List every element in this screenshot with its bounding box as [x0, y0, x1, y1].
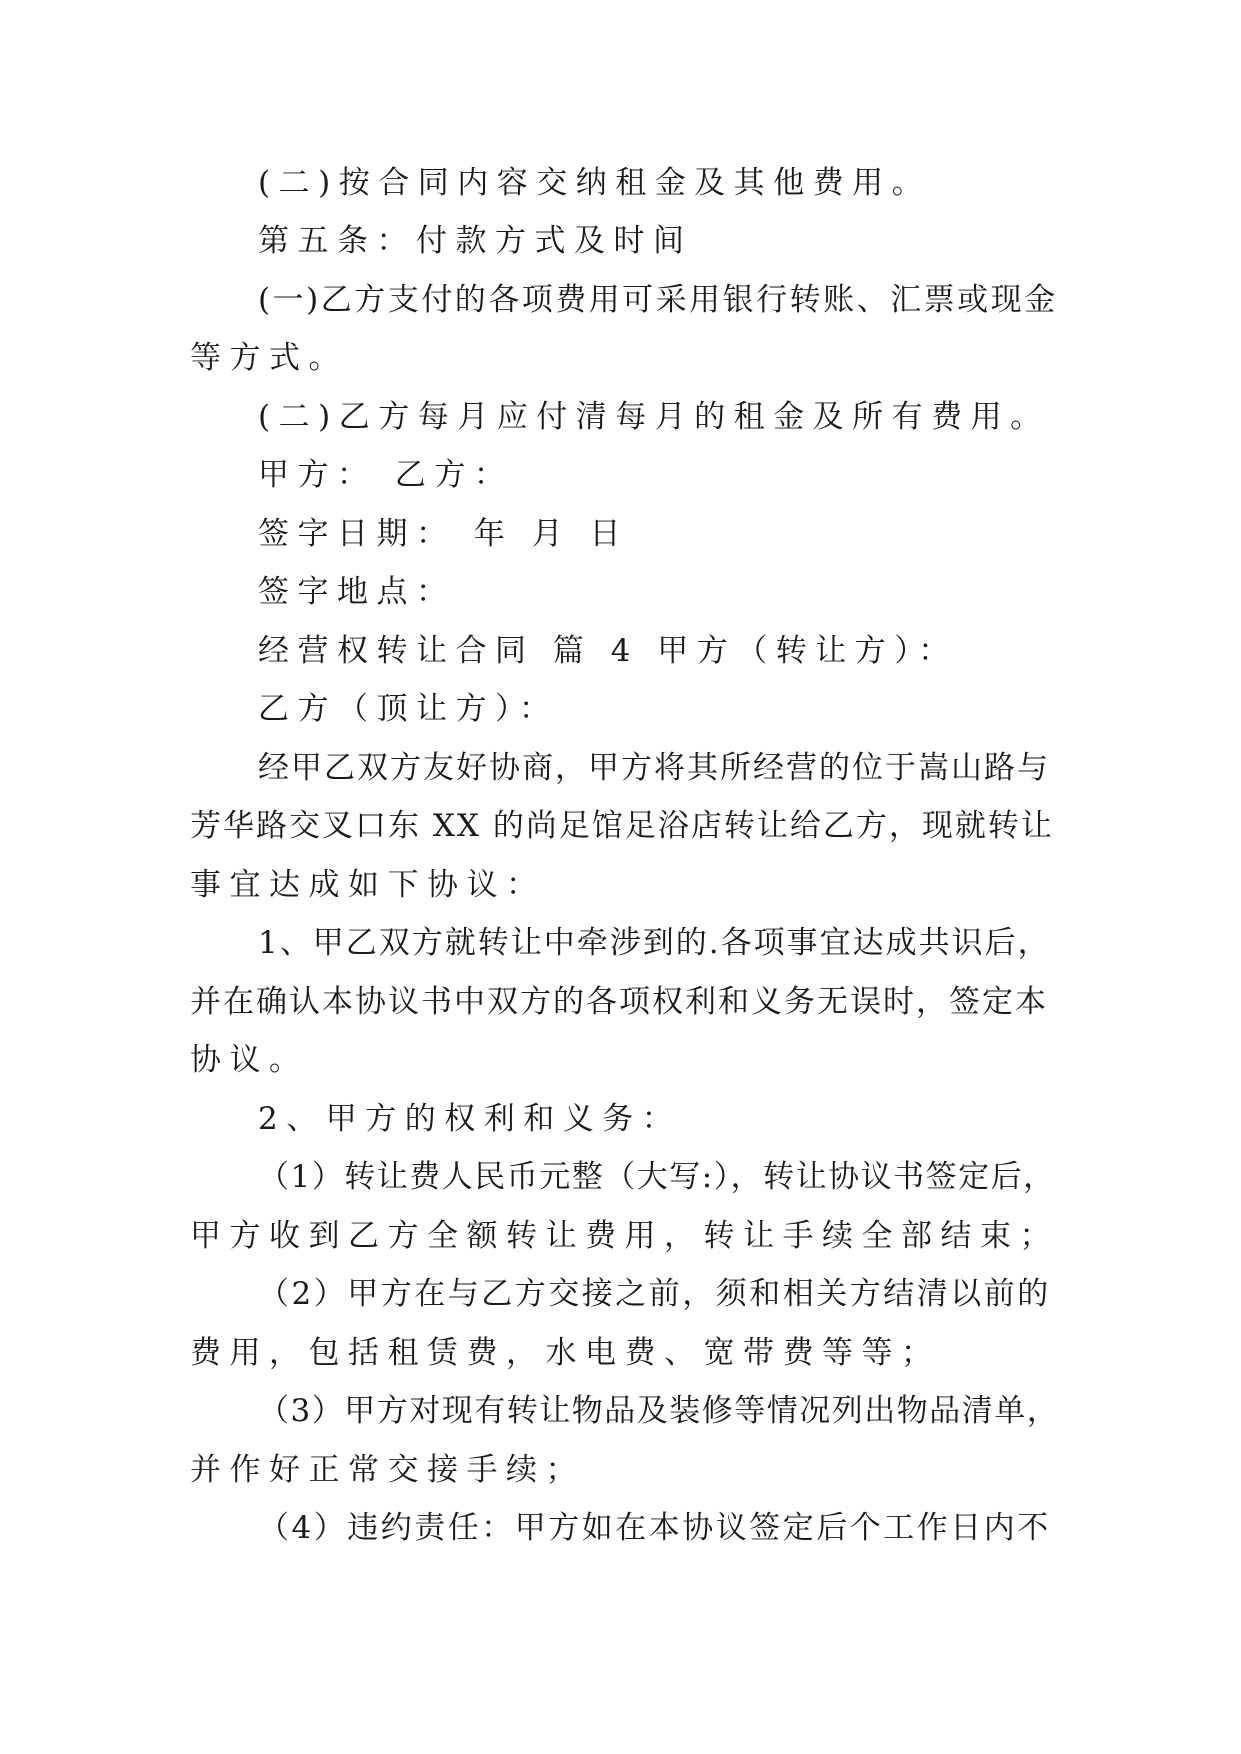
text-line: （4）违约责任：甲方如在本协议签定后个工作日内不: [258, 1510, 1051, 1546]
text-line: （1）转让费人民币元整（大写:），转让协议书签定后，: [258, 1159, 1056, 1195]
text-line: 等方式。: [190, 340, 348, 376]
text-line: 签字日期： 年 月 日: [258, 516, 630, 552]
text-line: 第五条：付款方式及时间: [258, 223, 693, 259]
text-line: 事宜达成如下协议：: [190, 867, 546, 903]
text-line: 并在确认本协议书中双方的各项权利和义务无误时，签定本: [190, 984, 1048, 1020]
text-line: 费用，包括租赁费，水电费、宽带费等等；: [190, 1335, 941, 1371]
text-line: 协议。: [190, 1042, 309, 1078]
text-line: 签字地点：: [258, 574, 456, 610]
text-line: （2）甲方在与乙方交接之前，须和相关方结清以前的: [258, 1276, 1051, 1312]
text-line: 乙方（顶让方）：: [258, 691, 559, 727]
text-line: 芳华路交叉口东 XX 的尚足馆足浴店转让给乙方，现就转让: [190, 808, 1054, 844]
text-line: 经甲乙双方友好协商，甲方将其所经营的位于嵩山路与: [258, 750, 1050, 786]
text-line: (二)乙方每月应付清每月的租金及所有费用。: [258, 399, 1050, 435]
text-line: 1、甲乙双方就转让中牵涉到的.各项事宜达成共识后，: [258, 925, 1051, 961]
text-line: （3）甲方对现有转让物品及装修等情况列出物品清单，: [258, 1393, 1060, 1429]
text-line: (一)乙方支付的各项费用可采用银行转账、汇票或现金: [258, 282, 1058, 318]
text-line: 2、甲方的权利和义务：: [258, 1101, 682, 1137]
text-line: (二)按合同内容交纳租金及其他费用。: [258, 165, 932, 201]
text-line: 甲方： 乙方：: [258, 457, 514, 493]
text-line: 并作好正常交接手续；: [190, 1452, 585, 1488]
section-heading: 经营权转让合同 篇 4 甲方（转让方）：: [258, 633, 958, 669]
text-line: 甲方收到乙方全额转让费用，转让手续全部结束；: [190, 1218, 1059, 1254]
